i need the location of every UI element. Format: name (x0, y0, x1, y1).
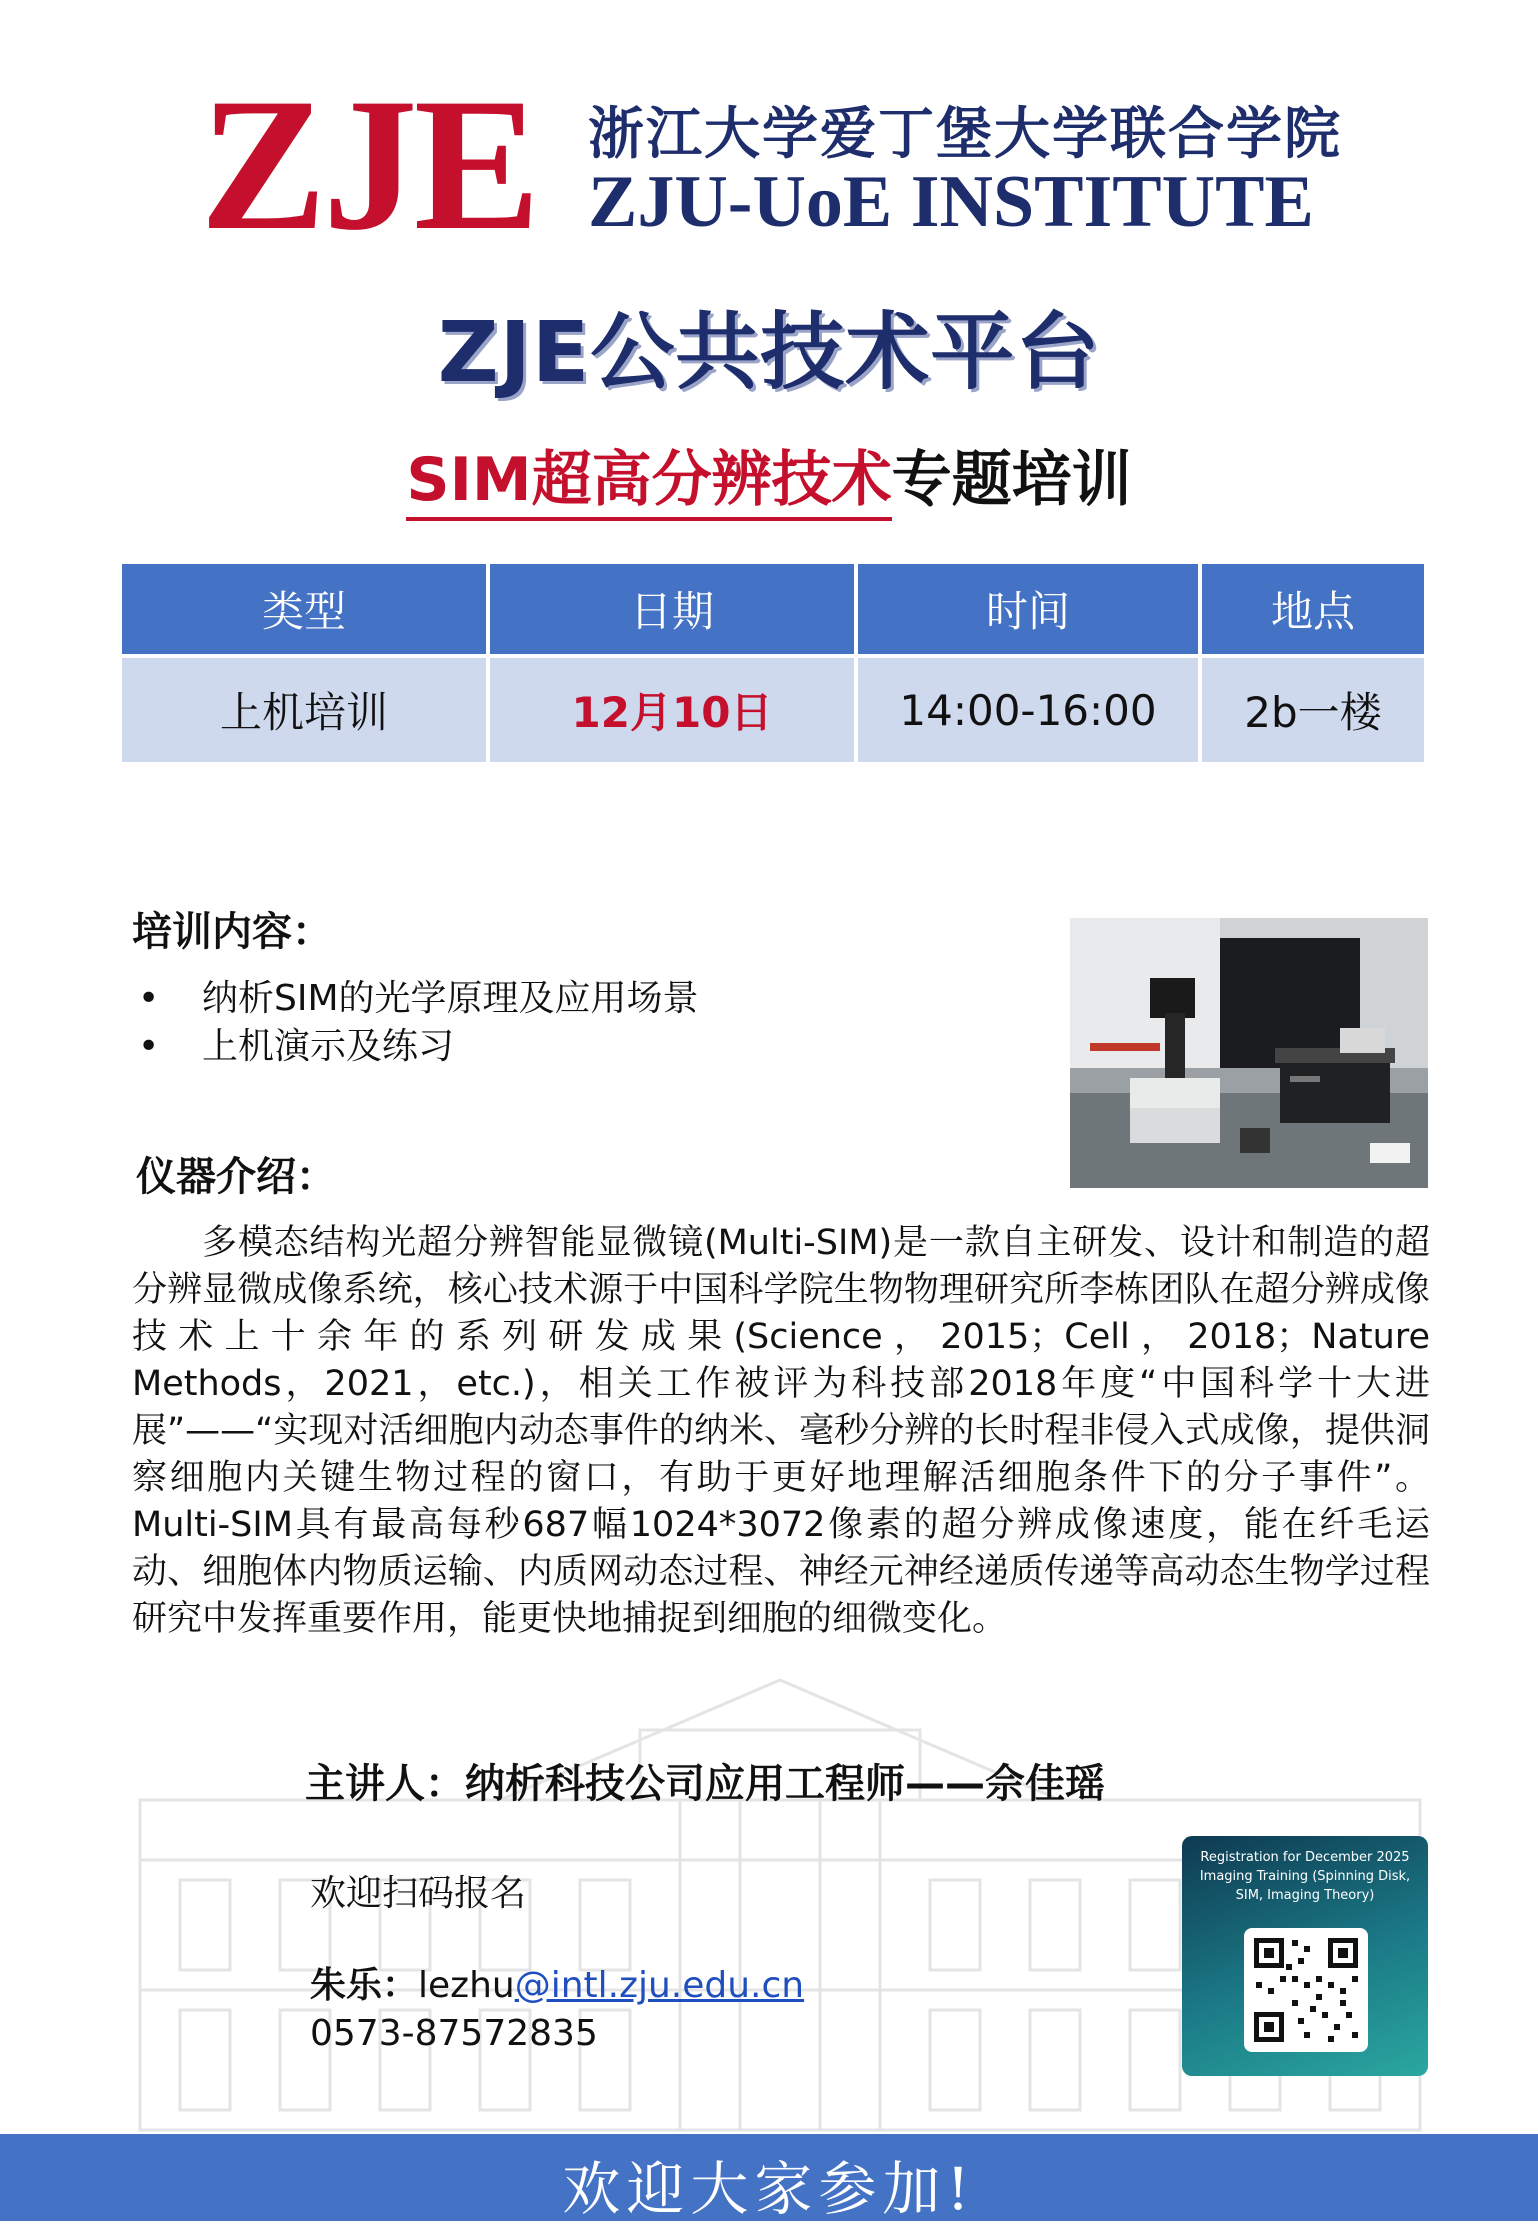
institute-name-cn: 浙江大学爱丁堡大学联合学院 (588, 101, 1342, 167)
cell-time: 14:00-16:00 (858, 658, 1198, 762)
zje-logo: ZJE (200, 60, 537, 270)
cell-place: 2b一楼 (1202, 658, 1424, 762)
qr-registration-card[interactable] (1182, 1836, 1428, 2076)
welcome-banner (0, 2134, 1538, 2221)
instrument-heading: 仪器介绍： (136, 1154, 336, 1200)
email-user: lezhu (418, 1965, 515, 2006)
header-time: 时间 (858, 564, 1198, 654)
contact-name: 朱乐： (310, 1965, 419, 2006)
qr-code-icon[interactable] (1244, 1928, 1368, 2052)
training-content-list (132, 975, 699, 1071)
cell-date: 12月10日 (490, 658, 854, 762)
microscope-photo (1070, 918, 1428, 1188)
banner-text: 欢迎大家参加! (562, 2155, 976, 2223)
table-header-row (122, 564, 1424, 654)
subtitle-rest: 专题培训 (891, 445, 1132, 515)
list-item: • 上机演示及练习 (132, 1023, 699, 1071)
contact-info (310, 1962, 804, 2058)
header-date: 日期 (490, 564, 854, 654)
platform-title: ZJE公共技术平台 (437, 303, 1101, 401)
qr-caption: Registration for December 2025 Imaging Training (Spinning Disk, SIM, Imaging Theory) (1199, 1850, 1411, 1903)
list-item: • 纳析SIM的光学原理及应用场景 (132, 975, 699, 1023)
schedule-table (118, 560, 1428, 766)
instrument-description: 多模态结构光超分辨智能显微镜(Multi-SIM)是一款自主研发、设计和制造的超分辨显微成像系统，核心技术源于中国科学院生物物理研究所李栋团队在超分辨成像技术上十余年的系列研发成果(Science，2015；Cell，2018；Nature Methods，2021，etc.)，相关工作被评为科技部2018年度“中国科学十大进展”——“实现对活细胞内动态事件的纳米、毫秒分辨的长时程非侵入式成像，提供洞察细胞内关键生物过程的窗口，有助于更好地理解活细胞条件下的分子事件”。Multi-SIM具有最高每秒687幅1024*3072像素的超分辨成像速度，能在纤毛运动、细胞体内物质运输、内质网动态过程、神经元神经递质传递等高动态生物学过程研究中发挥重要作用，能更快地捕捉到细胞的细微变化。 (132, 1223, 1430, 1639)
table-row (122, 658, 1424, 762)
institute-name-en: ZJU-UoE INSTITUTE (588, 161, 1314, 243)
contact-email-line (310, 1962, 804, 2010)
cell-type: 上机培训 (122, 658, 486, 762)
email-domain-link[interactable]: @intl.zju.edu.cn (514, 1965, 805, 2006)
header-type: 类型 (122, 564, 486, 654)
scan-to-register-text: 欢迎扫码报名 (310, 1873, 527, 1914)
training-content-heading: 培训内容： (132, 909, 332, 955)
header-place: 地点 (1202, 564, 1424, 654)
subtitle-highlight: SIM超高分辨技术 (406, 445, 891, 521)
contact-phone: 0573-87572835 (310, 2013, 598, 2054)
speaker-line: 主讲人：纳析科技公司应用工程师——佘佳瑶 (305, 1761, 1105, 1807)
training-subtitle (0, 432, 1538, 518)
